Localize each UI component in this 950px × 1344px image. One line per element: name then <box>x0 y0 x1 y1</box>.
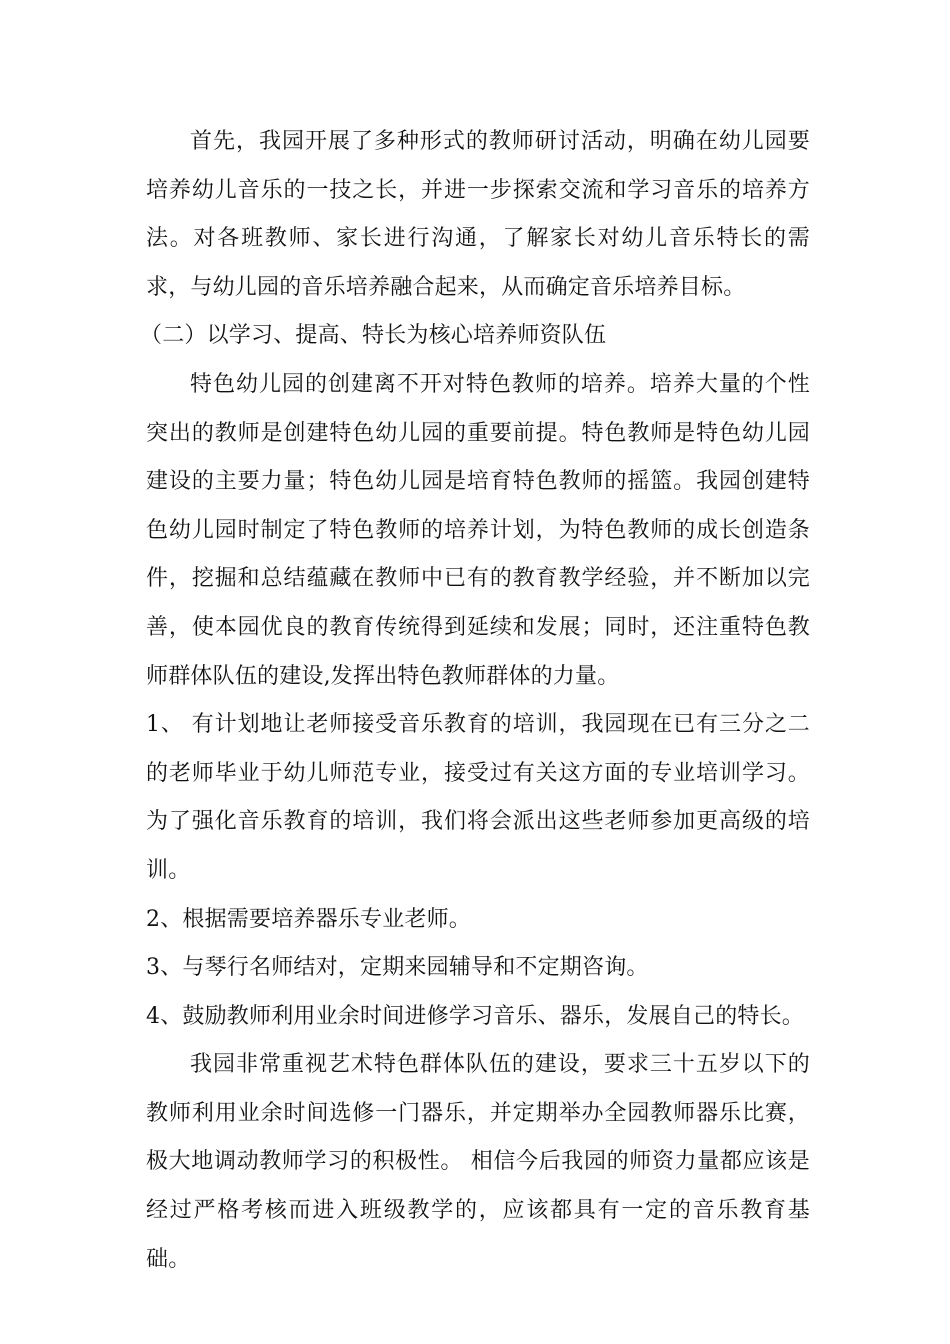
list-item-2: 2、根据需要培养器乐专业老师。 <box>146 906 471 932</box>
paragraph-teacher-training: 特色幼儿园的创建离不开对特色教师的培养。培养大量的个性突出的教师是创建特色幼儿园的重要前提。特色教师是特色幼儿园建设的主要力量；特色幼儿园是培育特色教师的摇篮。我园创建特色幼儿园时制定了特色教师的培养计划，为特色教师的成长创造条件，挖掘和总结蕴藏在教师中已有的教育教学经验，并不断加以完善，使本园优良的教育传统得到延续和发展；同时，还注重特色教师群体队伍的建设,发挥出特色教师群体的力量。 <box>146 371 810 689</box>
paragraph-goals: 首先，我园开展了多种形式的教师研讨活动，明确在幼儿园要培养幼儿音乐的一技之长，并进一步探索交流和学习音乐的培养方法。对各班教师、家长进行沟通，了解家长对幼儿音乐特长的需求，与幼儿园的音乐培养融合起来，从而确定音乐培养目标。 <box>146 129 810 300</box>
document-body <box>140 118 810 1284</box>
list-item-4: 4、鼓励教师利用业余时间进修学习音乐、器乐，发展自己的特长。 <box>146 1003 804 1029</box>
list-item-3: 3、与琴行名师结对，定期来园辅导和不定期咨询。 <box>146 955 649 981</box>
list-item-1: 1、 有计划地让老师接受音乐教育的培训，我园现在已有三分之二的老师毕业于幼儿师范专业，接受过有关这方面的专业培训学习。为了强化音乐教育的培训，我们将会派出这些老师参加更高级的培训。 <box>146 712 810 883</box>
paragraph-art-group: 我园非常重视艺术特色群体队伍的建设，要求三十五岁以下的教师利用业余时间选修一门器乐，并定期举办全园教师器乐比赛，极大地调动教师学习的积极性。 相信今后我园的师资力量都应该是经过严格考核而进入班级教学的，应该都具有一定的音乐教育基础。 <box>146 1052 810 1272</box>
section-heading-teacher-team: （二）以学习、提高、特长为核心培养师资队伍 <box>140 323 607 349</box>
